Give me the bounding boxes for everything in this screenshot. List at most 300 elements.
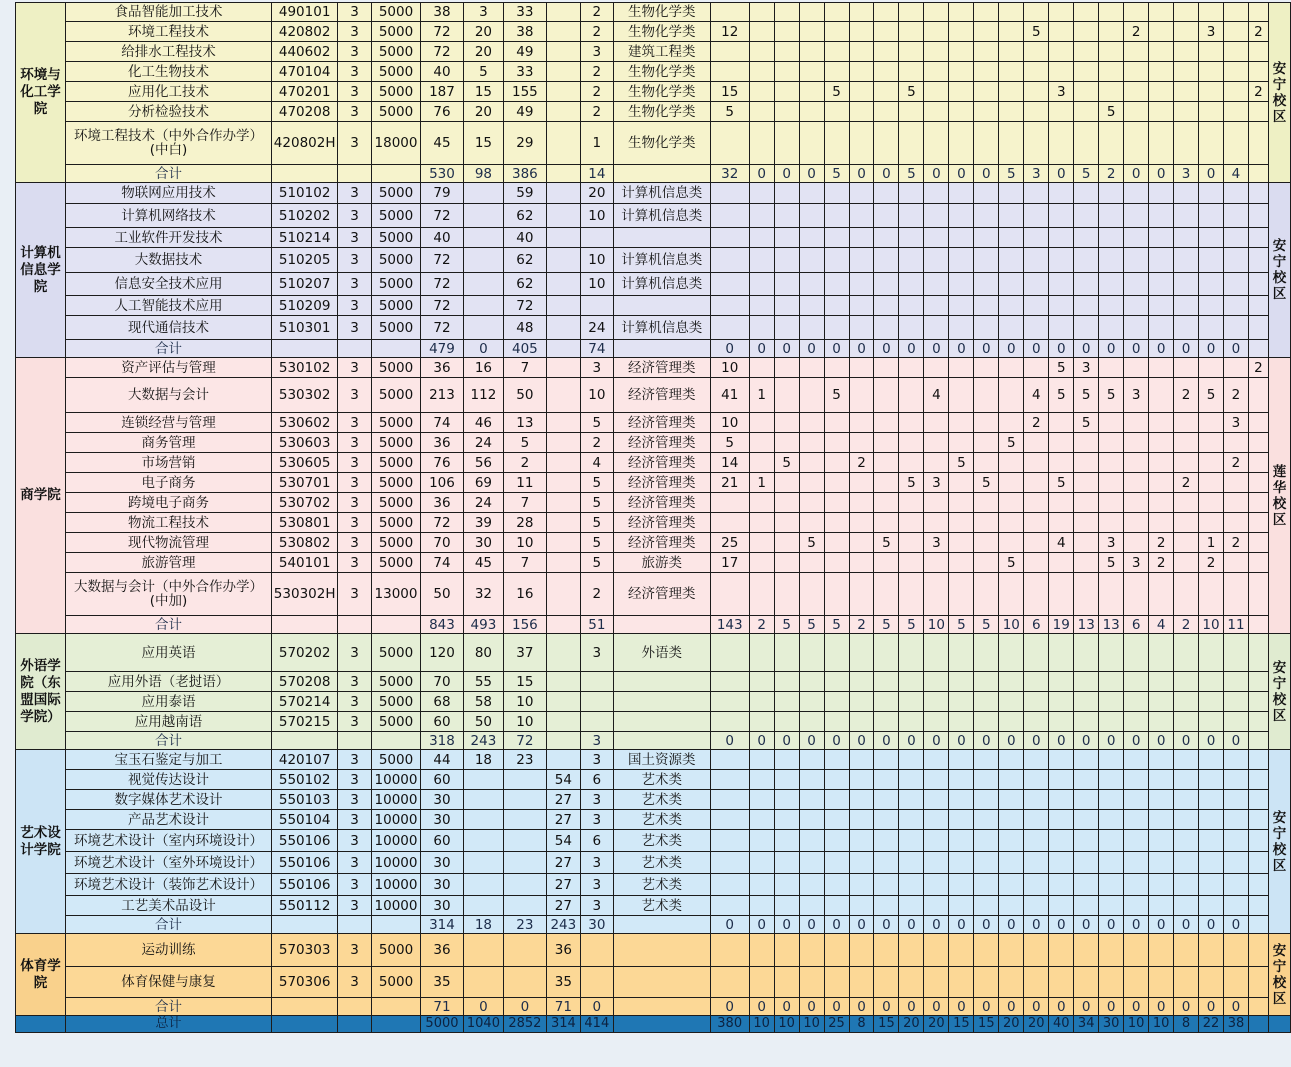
cell-fee: 5000	[372, 3, 421, 22]
major-name: 市场营销	[65, 453, 271, 473]
province-quota-cell	[1149, 316, 1174, 340]
province-quota-cell	[1074, 634, 1099, 672]
province-quota-cell	[1074, 493, 1099, 513]
province-quota-cell	[1099, 493, 1124, 513]
province-quota-cell	[749, 183, 774, 204]
province-quota-cell: 1	[1199, 533, 1224, 553]
province-quota-cell	[849, 22, 874, 42]
province-quota-cell	[824, 934, 849, 967]
province-quota-cell	[849, 934, 874, 967]
province-quota-cell	[799, 273, 824, 296]
cell-total: 106	[421, 473, 464, 493]
province-quota-cell	[1223, 473, 1248, 493]
province-quota-cell	[1074, 533, 1099, 553]
province-quota-cell	[774, 183, 799, 204]
province-quota-cell	[849, 358, 874, 378]
major-name: 分析检验技术	[65, 102, 271, 122]
province-quota-cell	[1174, 433, 1199, 453]
province-quota-cell	[1174, 453, 1199, 473]
cell-yrs: 3	[338, 852, 372, 874]
cell-d: 5	[580, 553, 613, 573]
subtotal-row	[16, 616, 1291, 634]
province-quota-cell	[1074, 473, 1099, 493]
cell-yrs: 3	[338, 248, 372, 273]
province-quota-cell: 5	[1049, 473, 1074, 493]
cell-b	[503, 810, 546, 830]
province-quota-cell	[999, 62, 1024, 82]
province-quota-cell	[874, 183, 899, 204]
province-quota-cell	[1074, 62, 1099, 82]
province-quota-cell	[974, 102, 999, 122]
cell-a: 46	[463, 413, 503, 433]
province-quota-cell: 5	[1049, 358, 1074, 378]
cell-a: 45	[463, 553, 503, 573]
province-quota-cell	[1149, 573, 1174, 616]
province-quota-cell	[849, 692, 874, 712]
table-row	[16, 3, 1291, 22]
province-quota-cell	[1074, 122, 1099, 165]
cell-b: 49	[503, 42, 546, 62]
province-quota-cell	[924, 712, 949, 732]
province-quota-cell	[924, 553, 949, 573]
province-quota-cell	[949, 634, 974, 672]
cell-cat: 国土资源类	[613, 750, 710, 770]
province-quota-cell	[899, 122, 924, 165]
subtotal-d: 30	[580, 916, 613, 934]
province-quota-cell	[974, 493, 999, 513]
subtotal-quota-cell: 0	[774, 916, 799, 934]
cell-yrs: 3	[338, 22, 372, 42]
province-quota-cell	[1049, 42, 1074, 62]
cell-yrs: 3	[338, 790, 372, 810]
table-row	[16, 62, 1291, 82]
province-quota-cell	[710, 228, 749, 248]
province-quota-cell	[1049, 22, 1074, 42]
cell-c: 27	[546, 874, 580, 896]
province-quota-cell	[874, 42, 899, 62]
province-quota-cell	[849, 810, 874, 830]
cell-fee	[372, 916, 421, 934]
grand-total-quota-cell: 20	[999, 1016, 1024, 1033]
province-quota-cell	[1049, 672, 1074, 692]
subtotal-quota-cell: 0	[710, 340, 749, 358]
major-name: 跨境电子商务	[65, 493, 271, 513]
province-quota-cell	[1199, 712, 1224, 732]
cell-fee: 18000	[372, 122, 421, 165]
subtotal-quota-cell: 0	[924, 340, 949, 358]
grand-total-quota-cell: 8	[849, 1016, 874, 1033]
province-quota-cell	[1099, 273, 1124, 296]
province-quota-cell	[1049, 712, 1074, 732]
cell-cat: 艺术类	[613, 852, 710, 874]
cell-c: 27	[546, 810, 580, 830]
subtotal-quota-cell: 0	[849, 916, 874, 934]
cell-fee: 5000	[372, 533, 421, 553]
province-quota-cell	[1199, 316, 1224, 340]
department-name: 艺术设计学院	[16, 750, 66, 934]
province-quota-cell	[1149, 692, 1174, 712]
grand-total-b: 2852	[503, 1016, 546, 1033]
cell-code: 570208	[272, 672, 338, 692]
province-quota-cell	[824, 672, 849, 692]
province-quota-cell	[949, 248, 974, 273]
cell-total: 36	[421, 433, 464, 453]
province-quota-cell	[1049, 830, 1074, 852]
province-quota-cell	[849, 874, 874, 896]
province-quota-cell	[710, 3, 749, 22]
major-name: 工艺美术品设计	[65, 896, 271, 916]
cell-fee: 5000	[372, 750, 421, 770]
province-quota-cell	[1248, 3, 1268, 22]
province-quota-cell	[799, 82, 824, 102]
province-quota-cell	[849, 296, 874, 316]
province-quota-cell	[899, 183, 924, 204]
cell-c	[546, 712, 580, 732]
cell-fee: 5000	[372, 22, 421, 42]
subtotal-quota-cell: 0	[1223, 732, 1248, 750]
province-quota-cell	[799, 433, 824, 453]
province-quota-cell	[1024, 750, 1049, 770]
province-quota-cell	[799, 770, 824, 790]
cell-code: 550106	[272, 852, 338, 874]
subtotal-quota-cell	[1248, 616, 1268, 634]
cell-a	[463, 204, 503, 228]
province-quota-cell	[1248, 830, 1268, 852]
province-quota-cell	[874, 228, 899, 248]
province-quota-cell	[1099, 473, 1124, 493]
province-quota-cell	[1049, 183, 1074, 204]
province-quota-cell	[824, 3, 849, 22]
province-quota-cell: 4	[1049, 533, 1074, 553]
province-quota-cell	[1124, 896, 1149, 916]
province-quota-cell	[1124, 248, 1149, 273]
province-quota-cell: 15	[710, 82, 749, 102]
province-quota-cell	[874, 62, 899, 82]
province-quota-cell	[924, 82, 949, 102]
province-quota-cell	[1124, 102, 1149, 122]
province-quota-cell	[799, 874, 824, 896]
department-name: 环境与化工学院	[16, 3, 66, 183]
province-quota-cell	[1049, 790, 1074, 810]
province-quota-cell	[949, 672, 974, 692]
cell-yrs: 3	[338, 183, 372, 204]
table-row	[16, 672, 1291, 692]
province-quota-cell	[849, 573, 874, 616]
cell-a	[463, 296, 503, 316]
province-quota-cell	[1099, 22, 1124, 42]
cell-a: 56	[463, 453, 503, 473]
province-quota-cell	[710, 248, 749, 273]
province-quota-cell	[849, 634, 874, 672]
cell-yrs: 3	[338, 62, 372, 82]
cell-fee: 5000	[372, 453, 421, 473]
province-quota-cell	[1174, 533, 1199, 553]
subtotal-label: 合计	[65, 616, 271, 634]
province-quota-cell	[1223, 493, 1248, 513]
province-quota-cell	[899, 513, 924, 533]
province-quota-cell	[899, 228, 924, 248]
province-quota-cell	[749, 810, 774, 830]
cell-yrs: 3	[338, 810, 372, 830]
subtotal-quota-cell: 2	[1174, 616, 1199, 634]
cell-total: 35	[421, 967, 464, 998]
cell-a: 3	[463, 3, 503, 22]
province-quota-cell	[1223, 122, 1248, 165]
province-quota-cell	[749, 3, 774, 22]
province-quota-cell	[1248, 790, 1268, 810]
subtotal-quota-cell: 13	[1074, 616, 1099, 634]
cell-total: 76	[421, 102, 464, 122]
province-quota-cell	[1074, 934, 1099, 967]
subtotal-quota-cell: 10	[924, 616, 949, 634]
cell-fee	[372, 165, 421, 183]
province-quota-cell	[1199, 358, 1224, 378]
major-name: 大数据技术	[65, 248, 271, 273]
subtotal-label: 合计	[65, 998, 271, 1016]
province-quota-cell	[1174, 316, 1199, 340]
subtotal-quota-cell: 0	[824, 732, 849, 750]
province-quota-cell	[1199, 82, 1224, 102]
province-quota-cell	[999, 672, 1024, 692]
province-quota-cell	[1223, 692, 1248, 712]
province-quota-cell	[849, 830, 874, 852]
cell-c	[546, 453, 580, 473]
province-quota-cell: 3	[1074, 358, 1099, 378]
cell-d: 3	[580, 874, 613, 896]
cell-yrs: 3	[338, 770, 372, 790]
major-name: 视觉传达设计	[65, 770, 271, 790]
province-quota-cell	[849, 183, 874, 204]
cell-cat: 生物化学类	[613, 102, 710, 122]
province-quota-cell	[710, 122, 749, 165]
province-quota-cell	[749, 553, 774, 573]
province-quota-cell	[874, 204, 899, 228]
cell-d: 3	[580, 750, 613, 770]
province-quota-cell	[1199, 204, 1224, 228]
province-quota-cell	[1248, 750, 1268, 770]
province-quota-cell	[949, 122, 974, 165]
province-quota-cell	[1124, 533, 1149, 553]
cell-total: 40	[421, 62, 464, 82]
cell-c	[546, 316, 580, 340]
major-name: 连锁经营与管理	[65, 413, 271, 433]
province-quota-cell	[1124, 296, 1149, 316]
province-quota-cell	[710, 934, 749, 967]
province-quota-cell	[1248, 770, 1268, 790]
province-quota-cell	[824, 42, 849, 62]
province-quota-cell: 1	[749, 473, 774, 493]
cell-c	[546, 692, 580, 712]
table-row	[16, 830, 1291, 852]
subtotal-label: 合计	[65, 340, 271, 358]
cell-d: 10	[580, 204, 613, 228]
cell-cat: 生物化学类	[613, 62, 710, 82]
province-quota-cell	[899, 358, 924, 378]
province-quota-cell	[1024, 228, 1049, 248]
province-quota-cell	[1024, 692, 1049, 712]
province-quota-cell	[749, 852, 774, 874]
province-quota-cell	[899, 967, 924, 998]
subtotal-quota-cell: 6	[1024, 616, 1049, 634]
subtotal-quota-cell: 0	[874, 165, 899, 183]
province-quota-cell: 5	[999, 433, 1024, 453]
province-quota-cell: 5	[874, 533, 899, 553]
subtotal-d: 51	[580, 616, 613, 634]
province-quota-cell	[899, 852, 924, 874]
province-quota-cell	[1199, 296, 1224, 316]
province-quota-cell	[1124, 493, 1149, 513]
subtotal-row	[16, 165, 1291, 183]
province-quota-cell	[1149, 183, 1174, 204]
subtotal-quota-cell: 5	[974, 616, 999, 634]
province-quota-cell: 2	[1248, 82, 1268, 102]
subtotal-quota-cell: 0	[999, 998, 1024, 1016]
province-quota-cell	[899, 493, 924, 513]
table-row	[16, 183, 1291, 204]
province-quota-cell	[924, 413, 949, 433]
province-quota-cell	[1074, 3, 1099, 22]
province-quota-cell	[924, 573, 949, 616]
province-quota-cell	[899, 533, 924, 553]
cell-c: 54	[546, 830, 580, 852]
province-quota-cell	[949, 573, 974, 616]
major-name: 应用越南语	[65, 712, 271, 732]
cell-yrs: 3	[338, 896, 372, 916]
province-quota-cell	[799, 473, 824, 493]
province-quota-cell	[774, 513, 799, 533]
province-quota-cell	[1074, 316, 1099, 340]
cell-total: 60	[421, 830, 464, 852]
subtotal-quota-cell: 10	[1199, 616, 1224, 634]
province-quota-cell	[749, 874, 774, 896]
province-quota-cell	[799, 22, 824, 42]
cell-code	[272, 916, 338, 934]
province-quota-cell	[974, 790, 999, 810]
cell-c	[546, 296, 580, 316]
province-quota-cell	[1199, 62, 1224, 82]
subtotal-d: 14	[580, 165, 613, 183]
province-quota-cell	[1199, 830, 1224, 852]
province-quota-cell	[1049, 433, 1074, 453]
province-quota-cell	[924, 967, 949, 998]
cell-yrs: 3	[338, 750, 372, 770]
subtotal-quota-cell: 0	[874, 732, 899, 750]
province-quota-cell	[799, 896, 824, 916]
cell-d: 4	[580, 453, 613, 473]
province-quota-cell	[1149, 874, 1174, 896]
province-quota-cell	[824, 533, 849, 553]
cell-total: 44	[421, 750, 464, 770]
cell-code	[272, 732, 338, 750]
grand-total-quota-cell: 40	[1049, 1016, 1074, 1033]
province-quota-cell	[849, 493, 874, 513]
province-quota-cell	[1124, 852, 1149, 874]
province-quota-cell	[749, 967, 774, 998]
province-quota-cell	[1174, 967, 1199, 998]
province-quota-cell	[849, 413, 874, 433]
major-name: 计算机网络技术	[65, 204, 271, 228]
province-quota-cell	[1049, 852, 1074, 874]
subtotal-a: 18	[463, 916, 503, 934]
cell-c: 54	[546, 770, 580, 790]
table-row	[16, 533, 1291, 553]
cell-code: 550103	[272, 790, 338, 810]
province-quota-cell	[849, 273, 874, 296]
province-quota-cell	[1199, 102, 1224, 122]
province-quota-cell: 5	[949, 453, 974, 473]
subtotal-quota-cell: 0	[774, 340, 799, 358]
cell-a	[463, 770, 503, 790]
province-quota-cell	[1074, 672, 1099, 692]
province-quota-cell	[974, 573, 999, 616]
cell-code: 530702	[272, 493, 338, 513]
province-quota-cell	[874, 513, 899, 533]
province-quota-cell	[1024, 830, 1049, 852]
cell-b	[503, 790, 546, 810]
subtotal-b: 405	[503, 340, 546, 358]
province-quota-cell	[974, 296, 999, 316]
province-quota-cell	[710, 830, 749, 852]
province-quota-cell	[1099, 316, 1124, 340]
province-quota-cell	[924, 493, 949, 513]
subtotal-quota-cell: 0	[1124, 340, 1149, 358]
cell-c	[546, 42, 580, 62]
province-quota-cell: 21	[710, 473, 749, 493]
province-quota-cell	[874, 413, 899, 433]
province-quota-cell	[1174, 122, 1199, 165]
subtotal-total: 314	[421, 916, 464, 934]
grand-total-d: 414	[580, 1016, 613, 1033]
cell-b: 49	[503, 102, 546, 122]
subtotal-quota-cell: 0	[949, 732, 974, 750]
province-quota-cell	[1223, 42, 1248, 62]
cell-c: 35	[546, 967, 580, 998]
province-quota-cell: 2	[1199, 553, 1224, 573]
subtotal-quota-cell: 5	[899, 165, 924, 183]
province-quota-cell	[1024, 874, 1049, 896]
province-quota-cell	[874, 830, 899, 852]
province-quota-cell	[799, 493, 824, 513]
province-quota-cell	[774, 248, 799, 273]
cell-cat	[613, 340, 710, 358]
cell-code: 530302	[272, 378, 338, 413]
cell-total: 70	[421, 533, 464, 553]
province-quota-cell	[849, 248, 874, 273]
subtotal-total: 843	[421, 616, 464, 634]
province-quota-cell	[824, 896, 849, 916]
cell-fee: 10000	[372, 790, 421, 810]
province-quota-cell	[874, 82, 899, 102]
subtotal-b: 386	[503, 165, 546, 183]
province-quota-cell	[999, 413, 1024, 433]
province-quota-cell	[874, 852, 899, 874]
province-quota-cell	[1024, 82, 1049, 102]
grand-total-quota-cell: 22	[1199, 1016, 1224, 1033]
subtotal-quota-cell: 0	[874, 916, 899, 934]
table-row	[16, 692, 1291, 712]
province-quota-cell	[1099, 183, 1124, 204]
cell-a	[463, 228, 503, 248]
cell-code: 550112	[272, 896, 338, 916]
subtotal-quota-cell: 5	[949, 616, 974, 634]
province-quota-cell	[1074, 810, 1099, 830]
province-quota-cell	[1124, 810, 1149, 830]
province-quota-cell	[924, 22, 949, 42]
subtotal-quota-cell: 0	[824, 998, 849, 1016]
grand-total-quota-cell	[1248, 1016, 1268, 1033]
province-quota-cell	[774, 316, 799, 340]
subtotal-quota-cell: 0	[710, 998, 749, 1016]
